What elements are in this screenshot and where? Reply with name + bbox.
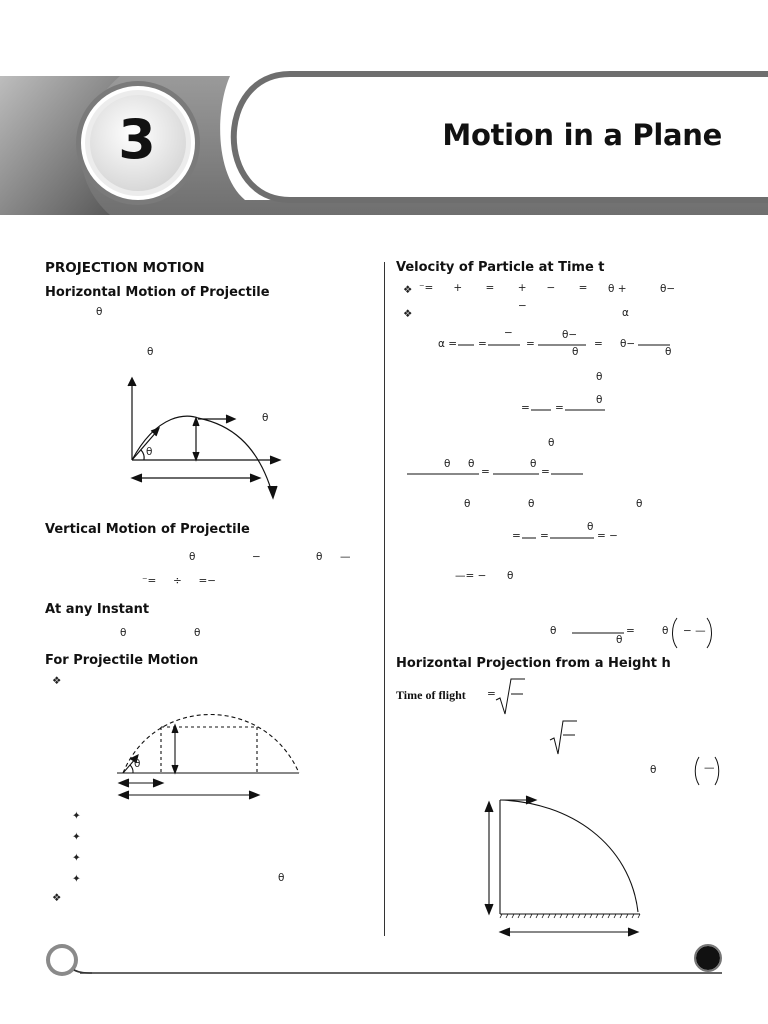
theta-symbol: θ xyxy=(528,498,535,510)
equals-symbol: = xyxy=(487,688,496,700)
equals-symbol: = xyxy=(478,338,487,350)
horizontal-motion-heading: Horizontal Motion of Projectile xyxy=(45,285,270,300)
equation-fragment: —= − xyxy=(455,570,487,582)
theta-symbol: θ xyxy=(548,437,555,449)
minus-symbol: − xyxy=(504,327,513,339)
alpha-symbol: α = xyxy=(438,338,458,350)
bullet-diamond-icon: ❖ xyxy=(52,675,62,687)
column-divider xyxy=(384,262,385,936)
equation-fragment: θ− xyxy=(620,338,636,350)
theta-symbol: θ xyxy=(507,570,514,582)
equation-fragment: − — xyxy=(683,625,706,637)
equation-fragment: — xyxy=(704,762,715,774)
equals-symbol: = xyxy=(541,466,550,478)
projectile-range-figure xyxy=(115,705,305,805)
chapter-title: Motion in a Plane xyxy=(442,118,722,152)
horizontal-projection-figure xyxy=(480,794,650,942)
projectile-motion-heading: For Projectile Motion xyxy=(45,653,199,668)
vertical-motion-heading: Vertical Motion of Projectile xyxy=(45,522,250,537)
theta-symbol: θ xyxy=(587,521,594,533)
theta-symbol: θ xyxy=(120,627,127,639)
theta-symbol: θ xyxy=(189,551,196,563)
alpha-symbol: α xyxy=(622,307,629,319)
fraction-bars xyxy=(522,536,602,542)
equation-fragment: θ + xyxy=(608,283,627,295)
equals-symbol: = xyxy=(526,338,535,350)
theta-symbol: θ xyxy=(316,551,323,563)
equals-symbol: = xyxy=(555,402,564,414)
theta-angle-label: θ xyxy=(146,446,153,458)
theta-angle-label: θ xyxy=(134,758,141,770)
theta-symbol: θ xyxy=(194,627,201,639)
bullet-diamond-icon: ❖ xyxy=(403,284,413,296)
fraction-bars xyxy=(572,631,632,637)
equation-fragment: = − xyxy=(597,530,618,542)
theta-symbol: θ xyxy=(572,346,579,358)
equals-symbol: = xyxy=(540,530,549,542)
bullet-diamond-icon: ❖ xyxy=(403,308,413,320)
theta-symbol: θ xyxy=(96,306,103,318)
bar-symbol: − xyxy=(518,300,527,312)
theta-symbol: θ xyxy=(262,412,269,424)
theta-symbol: θ xyxy=(616,634,623,646)
plus-bullet-icon: ✦ xyxy=(72,852,81,864)
square-root-symbol xyxy=(495,676,527,718)
equals-symbol: = xyxy=(521,402,530,414)
section-title: PROJECTION MOTION xyxy=(45,260,205,276)
theta-symbol: θ xyxy=(464,498,471,510)
dash-symbol: — xyxy=(340,551,351,563)
theta-symbol: θ xyxy=(650,764,657,776)
chapter-number: 3 xyxy=(118,108,156,171)
fraction-bars xyxy=(407,472,587,478)
theta-symbol: θ xyxy=(530,458,537,470)
bullet-diamond-icon: ❖ xyxy=(52,892,62,904)
theta-symbol: θ xyxy=(147,346,154,358)
square-root-symbol xyxy=(549,718,581,758)
equation-fragment: ⁻= + = + − = xyxy=(419,282,588,294)
page-footer-rule xyxy=(40,940,730,980)
theta-symbol: θ xyxy=(662,625,669,637)
equation-fragment: θ− xyxy=(562,329,578,341)
equals-symbol: = xyxy=(481,466,490,478)
theta-symbol: θ xyxy=(596,394,603,406)
plus-bullet-icon: ✦ xyxy=(72,810,81,822)
plus-bullet-icon: ✦ xyxy=(72,873,81,885)
projectile-trajectory-figure xyxy=(118,372,298,502)
equals-symbol: = xyxy=(626,625,635,637)
theta-symbol: θ xyxy=(278,872,285,884)
minus-symbol: − xyxy=(252,551,261,563)
theta-symbol: θ xyxy=(550,625,557,637)
equation-fragment: ⁻= ÷ =− xyxy=(142,575,217,587)
equation-fragment: θ− xyxy=(660,283,676,295)
fraction-bars xyxy=(531,408,611,414)
equals-symbol: = xyxy=(512,530,521,542)
at-any-instant-heading: At any Instant xyxy=(45,602,150,617)
theta-symbol: θ xyxy=(665,346,672,358)
velocity-heading: Velocity of Particle at Time t xyxy=(396,260,605,275)
equals-symbol: = xyxy=(594,338,603,350)
theta-symbol: θ xyxy=(596,371,603,383)
theta-symbol: θ xyxy=(444,458,451,470)
horizontal-projection-heading: Horizontal Projection from a Height h xyxy=(396,656,671,671)
theta-symbol: θ xyxy=(636,498,643,510)
plus-bullet-icon: ✦ xyxy=(72,831,81,843)
theta-symbol: θ xyxy=(468,458,475,470)
time-of-flight-label: Time of flight xyxy=(396,688,466,702)
